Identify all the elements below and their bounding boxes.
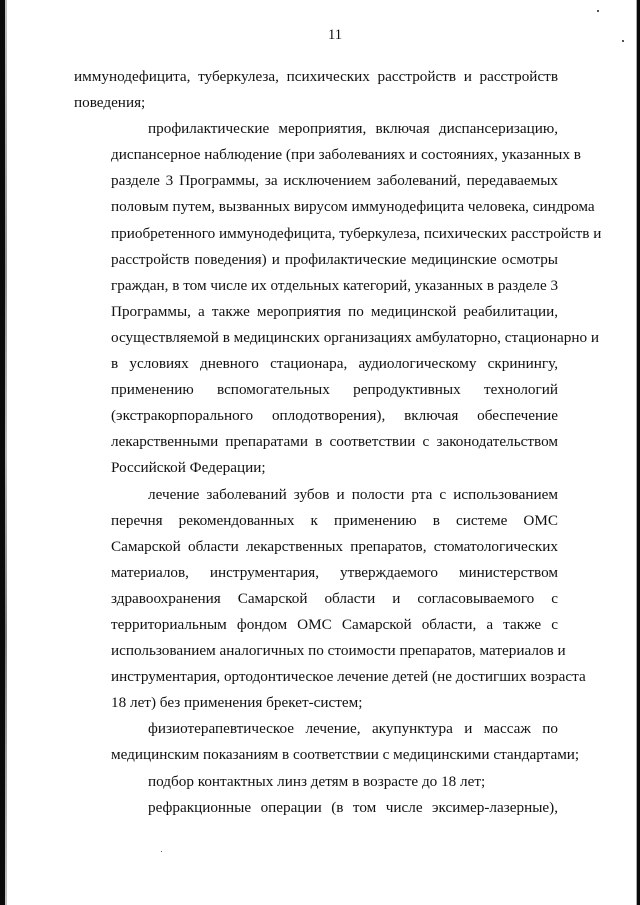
paragraph bbox=[74, 716, 580, 768]
text-line: Программы, а также мероприятия по медицинской реабилитации, bbox=[111, 302, 558, 320]
text-line: осуществляемой в медицинских организациях амбулаторно, стационарно и bbox=[111, 328, 600, 346]
text-line: перечня рекомендованных к применению в системе ОМС bbox=[111, 511, 558, 529]
paragraph bbox=[74, 769, 558, 795]
text-line: граждан, в том числе их отдельных категорий, указанных в разделе 3 bbox=[111, 276, 559, 294]
scan-border-left-shadow bbox=[5, 0, 7, 905]
text-line: Самарской области лекарственных препаратов, стоматологических bbox=[111, 537, 558, 555]
paragraph bbox=[74, 64, 558, 116]
scan-speck bbox=[161, 851, 162, 852]
text-line: физиотерапевтическое лечение, акупунктура и массаж по bbox=[148, 720, 558, 738]
page-number: 11 bbox=[328, 27, 342, 43]
scan-speck bbox=[597, 10, 599, 12]
text-line: использованием аналогичных по стоимости препаратов, материалов и bbox=[111, 642, 566, 660]
text-line: медицинским показаниям в соответствии с медицинскими стандартами; bbox=[111, 746, 580, 764]
text-line: профилактические мероприятия, включая диспансеризацию, bbox=[148, 120, 558, 138]
text-line: здравоохранения Самарской области и согласовываемого с bbox=[111, 589, 558, 607]
text-line: лекарственными препаратами в соответствии с законодательством bbox=[111, 433, 558, 451]
text-line: расстройств поведения) и профилактические медицинские осмотры bbox=[111, 250, 558, 268]
text-line: материалов, инструментария, утверждаемого министерством bbox=[111, 563, 558, 581]
text-line: применению вспомогательных репродуктивных технологий bbox=[111, 381, 558, 399]
text-line: в условиях дневного стационара, аудиологическому скринингу, bbox=[111, 355, 558, 373]
text-line: иммунодефицита, туберкулеза, психических расстройств и расстройств bbox=[74, 68, 558, 85]
text-line: приобретенного иммунодефицита, туберкулеза, психических расстройств и bbox=[111, 224, 602, 242]
scan-border-right-shadow bbox=[636, 0, 637, 905]
text-line: Российской Федерации; bbox=[111, 459, 266, 477]
text-line: территориальным фондом ОМС Самарской области, а также с bbox=[111, 615, 558, 633]
paragraph bbox=[74, 795, 558, 821]
text-line: подбор контактных линз детям в возрасте до 18 лет; bbox=[148, 772, 486, 790]
text-line: диспансерное наблюдение (при заболеваниях и состояниях, указанных в bbox=[111, 146, 581, 164]
text-line: лечение заболеваний зубов и полости рта с использованием bbox=[148, 485, 558, 503]
text-line: 18 лет) без применения брекет-систем; bbox=[111, 694, 363, 712]
text-line: поведения; bbox=[74, 94, 146, 112]
text-line: инструментария, ортодонтическое лечение детей (не достигших возраста bbox=[111, 668, 586, 686]
paragraph bbox=[74, 116, 602, 481]
text-line: половым путем, вызванных вирусом иммунодефицита человека, синдрома bbox=[111, 198, 595, 216]
text-line: разделе 3 Программы, за исключением заболеваний, передаваемых bbox=[111, 172, 558, 190]
document-body bbox=[74, 64, 602, 821]
text-line: рефракционные операции (в том числе эксимер-лазерные), bbox=[148, 798, 558, 816]
paragraph bbox=[74, 482, 586, 717]
text-line: (экстракорпорального оплодотворения), включая обеспечение bbox=[111, 407, 558, 425]
